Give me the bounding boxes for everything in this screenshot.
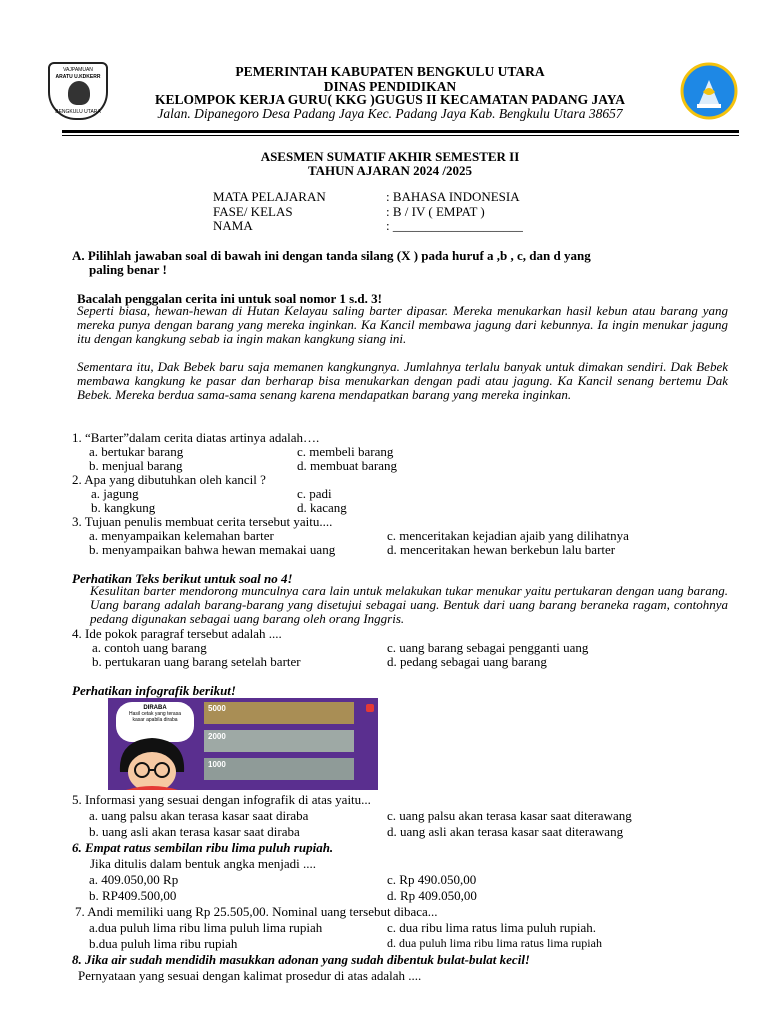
field-value-subject: : BAHASA INDONESIA xyxy=(386,189,520,204)
badge-icon xyxy=(366,704,374,712)
header-line-1: PEMERINTAH KABUPATEN BENGKULU UTARA xyxy=(235,64,545,79)
q3-option-c[interactable]: c. menceritakan kejadian ajaib yang dilihatnya xyxy=(387,528,629,543)
q5-option-c[interactable]: c. uang palsu akan terasa kasar saat diterawang xyxy=(387,808,632,823)
banknote-2000 xyxy=(204,730,354,752)
question-8: 8. Jika air sudah mendidih masukkan adonan yang sudah dibentuk bulat-bulat kecil! xyxy=(72,952,530,967)
q6-option-b[interactable]: b. RP409.500,00 xyxy=(89,888,177,903)
field-label-subject: MATA PELAJARAN xyxy=(213,189,326,204)
q4-option-b[interactable]: b. pertukaran uang barang setelah barter xyxy=(92,654,301,669)
question-7: 7. Andi memiliki uang Rp 25.505,00. Nominal uang tersebut dibaca... xyxy=(75,904,438,919)
q3-option-b[interactable]: b. menyampaikan bahwa hewan memakai uang xyxy=(89,542,336,557)
section-a-instruction-2: paling benar ! xyxy=(89,262,167,277)
q4-option-c[interactable]: c. uang barang sebagai pengganti uang xyxy=(387,640,589,655)
banknote-2000-value: 2000 xyxy=(208,732,226,741)
header-address: Jalan. Dipanegoro Desa Padang Jaya Kec. Padang Jaya Kab. Bengkulu Utara 38657 xyxy=(157,106,623,121)
question-4: 4. Ide pokok paragraf tersebut adalah .... xyxy=(72,626,282,641)
q2-option-d[interactable]: d. kacang xyxy=(297,500,347,515)
story-paragraph-1: Seperti biasa, hewan-hewan di Hutan Kelayau saling barter dipasar. Mereka menukarkan hasil kebun atau barang yang mereka punya dengan barang yang mereka inginkan. Ka Kancil membawa jagung dari kebunnya. Ia ingin menukar jagung itu dengan kangkung sebab ia ingin makan kangkung siang ini. xyxy=(77,303,728,346)
question-1: 1. “Barter”dalam cerita diatas artinya adalah…. xyxy=(72,430,320,445)
q7-option-a[interactable]: a.dua puluh lima ribu lima puluh lima rupiah xyxy=(89,920,323,935)
emblem-icon xyxy=(68,81,90,105)
exam-year: TAHUN AJARAN 2024 /2025 xyxy=(307,163,473,178)
question-5: 5. Informasi yang sesuai dengan infografik di atas yaitu... xyxy=(72,792,371,807)
q5-option-a[interactable]: a. uang palsu akan terasa kasar saat diraba xyxy=(89,808,309,823)
story-paragraph-2: Sementara itu, Dak Bebek baru saja memanen kangkungnya. Jumlahnya terlalu banyak untuk dimakan sendiri. Dak Bebek membawa kangkung ke pasar dan berharap bisa menukarkan dengan padi atau jagung. Ka Kancil senang bertemu Dak Bebek. Mereka berdua sama-sama senang karena mendapatkan barang yang mereka inginkan. xyxy=(77,359,728,402)
field-label-name: NAMA xyxy=(213,218,253,233)
question-6: 6. Empat ratus sembilan ribu lima puluh rupiah. xyxy=(72,840,334,855)
q1-option-c[interactable]: c. membeli barang xyxy=(297,444,394,459)
field-value-name[interactable]: : ____________________ xyxy=(386,218,523,233)
q2-option-a[interactable]: a. jagung xyxy=(91,486,139,501)
logo-text-bottom: BENGKULU UTARA xyxy=(55,109,101,115)
header-line-2: DINAS PENDIDIKAN xyxy=(323,79,457,94)
question-3: 3. Tujuan penulis membuat cerita tersebut yaitu.... xyxy=(72,514,333,529)
q1-option-a[interactable]: a. bertukar barang xyxy=(89,444,184,459)
text4-body: Kesulitan barter mendorong munculnya cara lain untuk melakukan tukar menukar yaitu pertukaran dengan uang barang. Uang barang adalah barang-barang yang disetujui sebagai uang. Bentuk dari uang barang beraneka ragam, contohnya pedang digunakan sebagai uang barang oleh orang Inggris. xyxy=(90,583,728,626)
exam-title: ASESMEN SUMATIF AKHIR SEMESTER II xyxy=(260,149,520,164)
text4-heading: Perhatikan Teks berikut untuk soal no 4! xyxy=(72,571,293,586)
q7-option-b[interactable]: b.dua puluh lima ribu rupiah xyxy=(89,936,238,951)
q1-option-d[interactable]: d. membuat barang xyxy=(297,458,397,473)
section-a-instruction: A. Pilihlah jawaban soal di bawah ini dengan tanda silang (X ) pada huruf a ,b , c, dan d yang xyxy=(72,248,591,263)
q2-option-c[interactable]: c. padi xyxy=(297,486,332,501)
q6-option-c[interactable]: c. Rp 490.050,00 xyxy=(387,872,477,887)
bubble-title: DIRABA xyxy=(143,705,167,711)
logo-text-mid: ARATU U.KDKERR xyxy=(55,74,101,80)
q6-option-d[interactable]: d. Rp 409.050,00 xyxy=(387,888,477,903)
field-label-class: FASE/ KELAS xyxy=(213,204,293,219)
infographic-image xyxy=(108,698,378,790)
banknote-1000-value: 1000 xyxy=(208,760,226,769)
banknote-5000-value: 5000 xyxy=(208,704,226,713)
q5-option-b[interactable]: b. uang asli akan terasa kasar saat diraba xyxy=(89,824,300,839)
header-line-3: KELOMPOK KERJA GURU( KKG )GUGUS II KECAMATAN PADANG JAYA xyxy=(154,92,626,107)
field-value-class: : B / IV ( EMPAT ) xyxy=(386,204,485,219)
q7-option-d[interactable]: d. dua puluh lima ribu lima ratus lima rupiah xyxy=(387,936,602,950)
banknote-1000 xyxy=(204,758,354,780)
question-8-sub: Pernyataan yang sesuai dengan kalimat prosedur di atas adalah .... xyxy=(78,968,422,983)
q2-option-b[interactable]: b. kangkung xyxy=(91,500,156,515)
logo-text-top: VAJPAMUAN xyxy=(63,67,93,73)
question-6-sub: Jika ditulis dalam bentuk angka menjadi .... xyxy=(90,856,317,871)
question-2: 2. Apa yang dibutuhkan oleh kancil ? xyxy=(72,472,266,487)
header-divider xyxy=(62,130,739,133)
q3-option-d[interactable]: d. menceritakan hewan berkebun lalu barter xyxy=(387,542,616,557)
infographic-heading: Perhatikan infografik berikut! xyxy=(72,683,236,698)
regency-logo xyxy=(48,62,108,120)
q7-option-c[interactable]: c. dua ribu lima ratus lima puluh rupiah. xyxy=(387,920,597,935)
header-divider-thin xyxy=(62,135,739,136)
q1-option-b[interactable]: b. menjual barang xyxy=(89,458,183,473)
bubble-text: Hasil cetak yang terasa kasar apabila diraba xyxy=(129,711,181,723)
tut-wuri-handayani-logo xyxy=(679,62,739,120)
q6-option-a[interactable]: a. 409.050,00 Rp xyxy=(89,872,179,887)
q3-option-a[interactable]: a. menyampaikan kelemahan barter xyxy=(89,528,274,543)
story-heading: Bacalah penggalan cerita ini untuk soal nomor 1 s.d. 3! xyxy=(77,291,382,306)
q5-option-d[interactable]: d. uang asli akan terasa kasar saat diterawang xyxy=(387,824,624,839)
banknote-5000 xyxy=(204,702,354,724)
q4-option-a[interactable]: a. contoh uang barang xyxy=(92,640,207,655)
q4-option-d[interactable]: d. pedang sebagai uang barang xyxy=(387,654,547,669)
child-illustration-icon xyxy=(114,732,190,790)
